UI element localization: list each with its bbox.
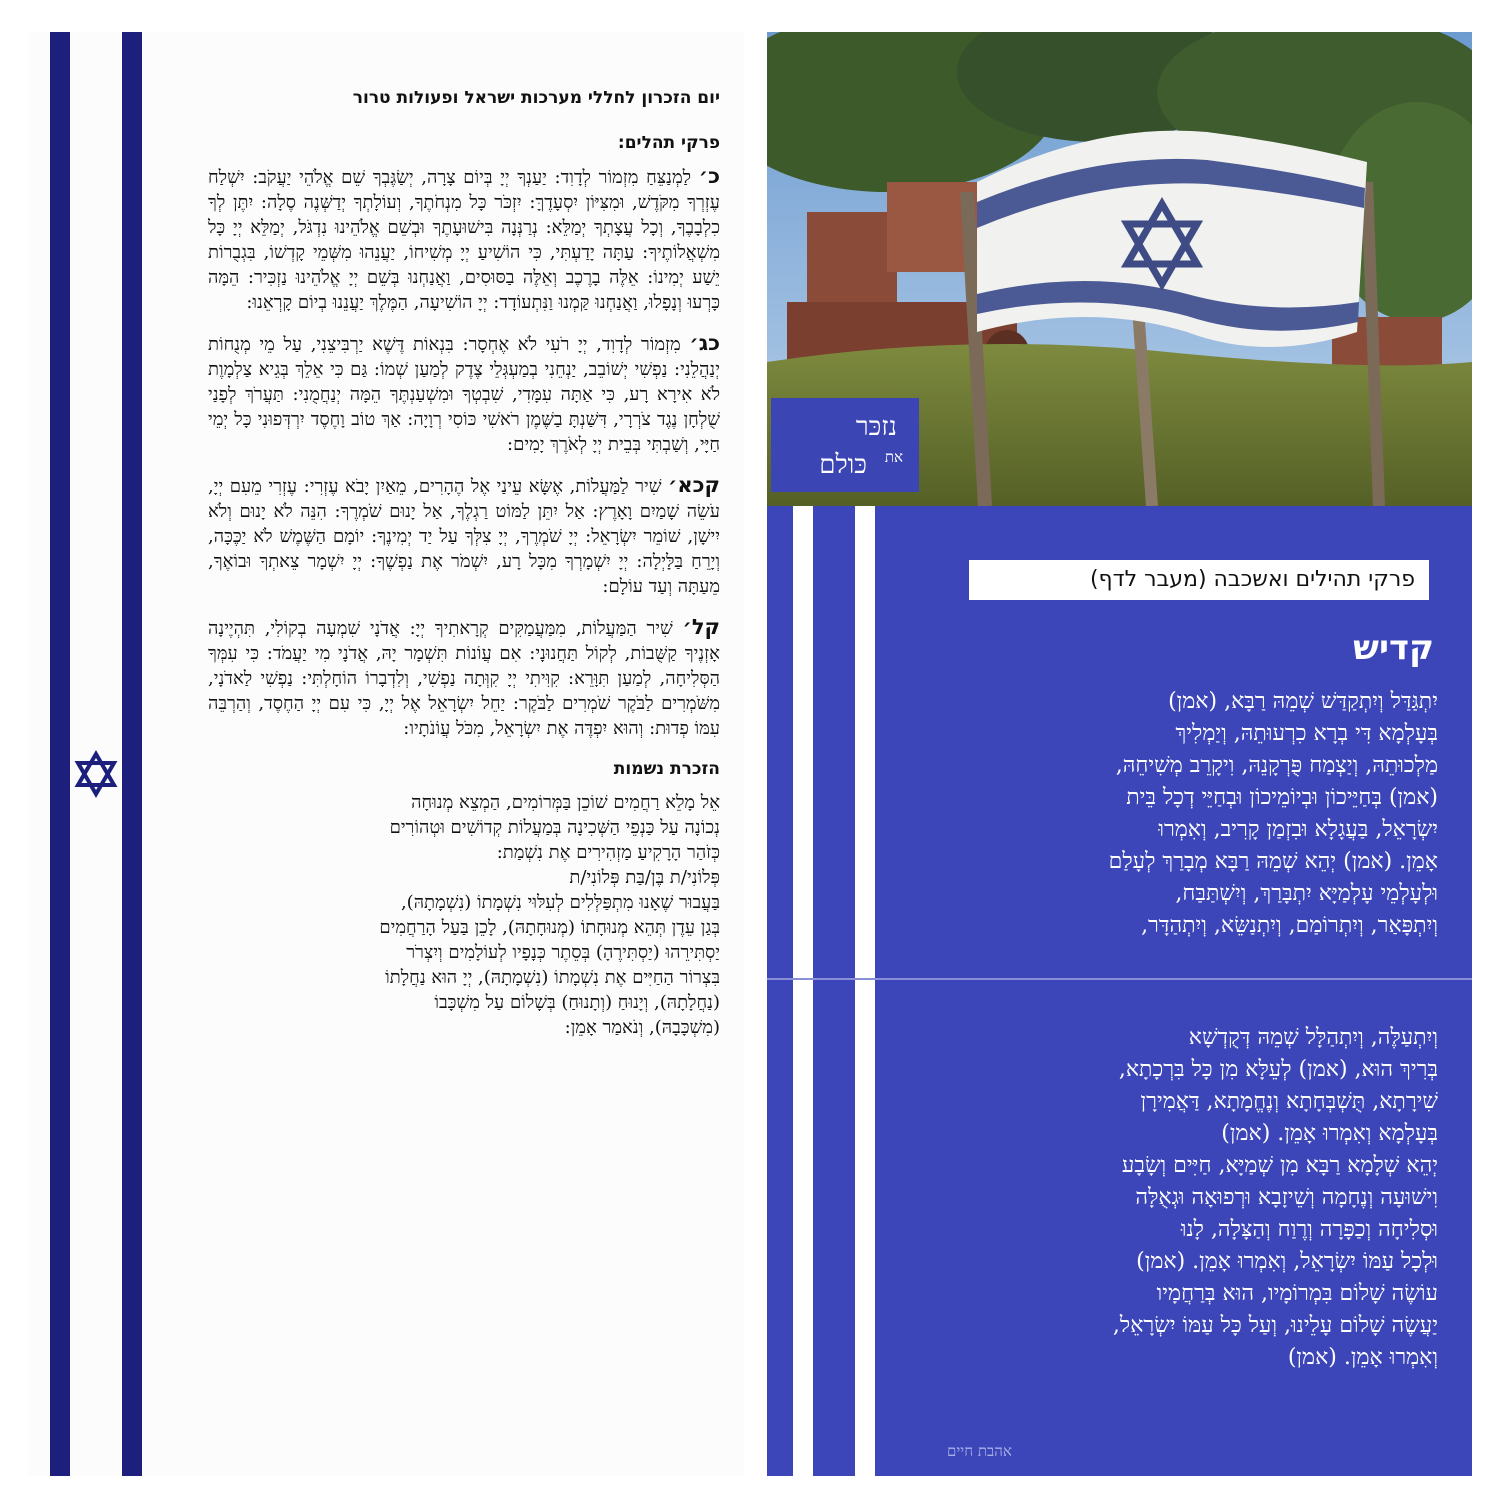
memorial-line: (מִשְׁכָּבָהּ), וְנֹאמַר אָמֵן: — [564, 1017, 720, 1038]
remember-small-word: את — [884, 448, 903, 466]
memorial-line: יַסְתִּירֵהוּ (יַסְתִּירֶהָ) בְּסֵתֶר כְּנָפָיו לְעוֹלָמִים וְיִצְרֹר — [406, 942, 720, 963]
memorial-line: פְּלוֹנִי/ת בֶּן/בַּת פְּלוֹנִי/ת — [569, 867, 720, 888]
psalm-121 — [208, 473, 720, 599]
flag-stripe-outer — [50, 32, 70, 1476]
psalm-text: שִׁיר הַמַּעֲלוֹת, מִמַּעֲמַקִּים קְרָאתִיךָ יְיָ: אֲדֹנָי שִׁמְעָה בְקוֹלִי, תִּהְיֶינָה אָזְנֶיךָ קַשֻּׁבוֹת, לְקוֹל תַּחֲנוּנָי: אִם עֲוֹנוֹת תִּשְׁמָר יָהּ, אֲדֹנָי מִי יַעֲמֹד: כִּי עִמְּךָ הַסְּלִיחָה, לְמַעַן תִּוָּרֵא: קִוִּיתִי יְיָ קִוְּתָה נַפְשִׁי, וְלִדְבָרוֹ הוֹחָלְתִּי: נַפְשִׁי לַאדֹנָי, מִשֹּׁמְרִים לַבֹּקֶר שֹׁמְרִים לַבֹּקֶר: יַחֵל יִשְׂרָאֵל אֶל יְיָ, כִּי עִם יְיָ הַחֶסֶד, וְהַרְבֵּה עִמּוֹ פְדוּת: וְהוּא יִפְדֶּה אֶת יִשְׂרָאֵל, מִכֹּל עֲוֹנֹתָיו: — [208, 618, 720, 739]
white-stripe-outer — [793, 506, 813, 1476]
kaddish-line: מַלְכוּתֵהּ, וְיַצְמַח פֻּרְקָנֵהּ, וִיקָרֵב מְשִׁיחֵהּ, — [1115, 753, 1438, 778]
memorial-line: בִּצְרוֹר הַחַיִּים אֶת נִשְׁמָתוֹ (נִשְׁמָתָהּ), יְיָ הוּא נַחֲלָתוֹ — [385, 967, 720, 988]
kaddish-title: קדיש — [1353, 628, 1434, 668]
kaddish-line: יִשְׂרָאֵל, בַּעֲגָלָא וּבִזְמַן קָרִיב, וְאִמְרוּ — [1158, 817, 1438, 842]
kaddish-line: יִתְגַּדַּל וְיִתְקַדַּשׁ שְׁמֵהּ רַבָּא, (אמן) — [1168, 689, 1438, 714]
kaddish-line: וִישׁוּעָה וְנֶחָמָה וְשֵׁיזָבָא וּרְפוּאָה וּגְאֻלָּה — [1135, 1185, 1438, 1210]
kaddish-line: וְאִמְרוּ אָמֵן. (אמן) — [1287, 1345, 1438, 1370]
kaddish-line: אָמֵן. (אמן) יְהֵא שְׁמֵהּ רַבָּא מְבָרַךְ לְעָלַם — [1108, 849, 1438, 874]
bottom-label: אהבת חיים — [947, 1442, 1012, 1460]
kaddish-line: וּלְעָלְמֵי עָלְמַיָּא יִתְבָּרַךְ, וְיִשְׁתַּבַּח, — [1175, 881, 1438, 906]
memorial-line: בַּעֲבוּר שֶׁאָנוּ מִתְפַּלְּלִים לְעִלּוּי נִשְׁמָתוֹ (נִשְׁמָתָהּ), — [400, 892, 720, 913]
kaddish-line: וּסְלִיחָה וְכַפָּרָה וְרֶוַח וְהַצָּלָה, לָנוּ — [1180, 1217, 1438, 1242]
psalm-20 — [208, 164, 720, 315]
subtitle-box: פרקי תהילים ואשכבה (מעבר לדף) — [969, 560, 1429, 600]
psalm-130 — [208, 615, 720, 741]
psalm-number: קכא׳ — [668, 473, 720, 497]
kaddish-text-part-2 — [938, 1022, 1438, 1374]
psalm-text: לַמְנַצֵּחַ מִזְמוֹר לְדָוִד: יַעַנְךָ יְיָ בְּיוֹם צָרָה, יְשַׂגֶּבְךָ שֵׁם אֱלֹהֵי יַעֲקֹב: יִשְׁלַח עֶזְרְךָ מִקֹּדֶשׁ, וּמִצִּיּוֹן יִסְעָדֶךָּ: יִזְכֹּר כָּל מִנְחֹתֶךָ, וְעוֹלָתְךָ יְדַשְּׁנֶה סֶלָה: יִתֶּן לְךָ כִלְבָבֶךָ, וְכָל עֲצָתְךָ יְמַלֵּא: נְרַנְּנָה בִּישׁוּעָתֶךָ וּבְשֵׁם אֱלֹהֵינוּ נִדְגֹּל, יְמַלֵּא יְיָ כָּל מִשְׁאֲלוֹתֶיךָ: עַתָּה יָדַעְתִּי, כִּי הוֹשִׁיעַ יְיָ מְשִׁיחוֹ, יַעֲנֵהוּ מִשְּׁמֵי קָדְשׁוֹ, בִּגְבֻרוֹת יֵשַׁע יְמִינוֹ: אֵלֶּה בָרֶכֶב וְאֵלֶּה בַסּוּסִים, וַאֲנַחְנוּ בְּשֵׁם יְיָ אֱלֹהֵינוּ נַזְכִּיר: הֵמָּה כָּרְעוּ וְנָפָלוּ, וַאֲנַחְנוּ קַּמְנוּ וַנִּתְעוֹדָד: יְיָ הוֹשִׁיעָה, הַמֶּלֶךְ יַעֲנֵנוּ בְיוֹם קָרְאֵנוּ: — [208, 167, 720, 313]
remember-all-badge — [771, 398, 919, 492]
kaddish-line: עוֹשֶׂה שָׁלוֹם בִּמְרוֹמָיו, הוּא בְּרַחֲמָיו — [1156, 1281, 1438, 1306]
remember-line-2: כּולם — [819, 450, 867, 480]
psalm-23 — [208, 331, 720, 457]
kaddish-line: בְּרִיךְ הוּא, (אמן) לְעֵלָּא מִן כָּל בִּרְכָתָא, — [1118, 1057, 1438, 1082]
psalm-text: שִׁיר לַמַּעֲלוֹת, אֶשָּׂא עֵינַי אֶל הֶהָרִים, מֵאַיִן יָבֹא עֶזְרִי: עֶזְרִי מֵעִם יְיָ, עֹשֵׂה שָׁמַיִם וָאָרֶץ: אַל יִתֵּן לַמּוֹט רַגְלֶךָ, אַל יָנוּם שֹׁמְרֶךָ: הִנֵּה לֹא יָנוּם וְלֹא יִישָׁן, שׁוֹמֵר יִשְׂרָאֵל: יְיָ שֹׁמְרֶךָ, יְיָ צִלְּךָ עַל יַד יְמִינֶךָ: יוֹמָם הַשֶּׁמֶשׁ לֹא יַכֶּכָּה, וְיָרֵחַ בַּלָּיְלָה: יְיָ יִשְׁמָרְךָ מִכָּל רָע, יִשְׁמֹר אֶת נַפְשֶׁךָ: יְיָ יִשְׁמָר צֵאתְךָ וּבוֹאֶךָ, מֵעַתָּה וְעַד עוֹלָם: — [208, 476, 720, 597]
flag-stripe-inner — [122, 32, 142, 1476]
right-panel — [767, 32, 1472, 1476]
psalm-text: מִזְמוֹר לְדָוִד, יְיָ רֹעִי לֹא אֶחְסָר: בִּנְאוֹת דֶּשֶׁא יַרְבִּיצֵנִי, עַל מֵי מְנֻחוֹת יְנַהֲלֵנִי: נַפְשִׁי יְשׁוֹבֵב, יַנְחֵנִי בְמַעְגְּלֵי צֶדֶק לְמַעַן שְׁמוֹ: גַּם כִּי אֵלֵךְ בְּגֵיא צַלְמָוֶת לֹא אִירָא רָע, כִּי אַתָּה עִמָּדִי, שִׁבְטְךָ וּמִשְׁעַנְתֶּךָ הֵמָּה יְנַחֲמֻנִי: תַּעֲרֹךְ לְפָנַי שֻׁלְחָן נֶגֶד צֹרְרָי, דִּשַּׁנְתָּ בַשֶּׁמֶן רֹאשִׁי כּוֹסִי רְוָיָה: אַךְ טוֹב וָחֶסֶד יִרְדְּפוּנִי כָּל יְמֵי חַיָּי, וְשַׁבְתִּי בְּבֵית יְיָ לְאֹרֶךְ יָמִים: — [208, 334, 720, 455]
kaddish-line: בְּעָלְמָא וְאִמְרוּ אָמֵן. (אמן) — [1221, 1121, 1438, 1146]
kaddish-line: שִׁירָתָא, תֻּשְׁבְּחָתָא וְנֶחֱמָתָא, דַּאֲמִירָן — [1140, 1089, 1438, 1114]
star-of-david-icon — [72, 750, 120, 798]
kaddish-line: (אמן) בְּחַיֵּיכוֹן וּבְיוֹמֵיכוֹן וּבְחַיֵּי דְכָל בֵּית — [1126, 785, 1438, 810]
kaddish-line: בְּעָלְמָא דִּי בְרָא כִרְעוּתֵהּ, וְיַמְלִיךְ — [1175, 721, 1438, 746]
fold-line — [767, 978, 1472, 980]
page-title: יום הזכרון לחללי מערכות ישראל ופעולות טרור — [352, 88, 720, 108]
psalm-number: כ׳ — [698, 164, 720, 188]
psalms-heading: פרקי תהלים: — [617, 133, 720, 153]
memorial-line: (נַחֲלָתָהּ), וְיָנוּחַ (וְתָנוּחַ) בְּשָׁלוֹם עַל מִשְׁכָּבוֹ — [434, 992, 720, 1013]
memorial-line: נְכוֹנָה עַל כַּנְפֵי הַשְּׁכִינָה בְּמַעֲלוֹת קְדוֹשִׁים וּטְהוֹרִים — [389, 817, 720, 838]
memorial-heading: הזכרת נשמות — [613, 759, 720, 779]
kaddish-text-part-1 — [938, 686, 1438, 942]
remember-line-1: נזכּר — [855, 412, 897, 442]
kaddish-line: יַעֲשֶׂה שָׁלוֹם עָלֵינוּ, וְעַל כָּל עַמּוֹ יִשְׂרָאֵל, — [1112, 1313, 1438, 1338]
psalm-number: קל׳ — [682, 615, 720, 639]
kaddish-line: וְיִתְפָּאַר, וְיִתְרוֹמַם, וְיִתְנַשֵּׂא, וְיִתְהַדָּר, — [1141, 913, 1438, 938]
white-stripe-inner — [855, 506, 875, 1476]
memorial-line: בְּגַן עֵדֶן תְּהֵא מְנוּחָתוֹ (מְנוּחָתָהּ), לָכֵן בַּעַל הָרַחֲמִים — [379, 917, 720, 938]
memorial-prayer — [208, 790, 720, 1040]
left-panel — [28, 32, 744, 1476]
memorial-line: אֵל מָלֵא רַחֲמִים שׁוֹכֵן בַּמְּרוֹמִים, הַמְצֵא מְנוּחָה — [411, 792, 720, 813]
kaddish-line: וְיִתְעַלֶּה, וְיִתְהַלָּל שְׁמֵהּ דְּקֻדְשָׁא — [1188, 1025, 1438, 1050]
left-text-column — [208, 86, 720, 1040]
memorial-line: כְּזֹהַר הָרָקִיעַ מַזְהִירִים אֶת נִשְׁמַת: — [496, 842, 720, 863]
kaddish-line: וּלְכָל עַמּוֹ יִשְׂרָאֵל, וְאִמְרוּ אָמֵן. (אמן) — [1136, 1249, 1438, 1274]
psalm-number: כג׳ — [689, 331, 720, 355]
kaddish-line: יְהֵא שְׁלָמָא רַבָּא מִן שְׁמַיָּא, חַיִּים וְשָׂבָע — [1121, 1153, 1438, 1178]
